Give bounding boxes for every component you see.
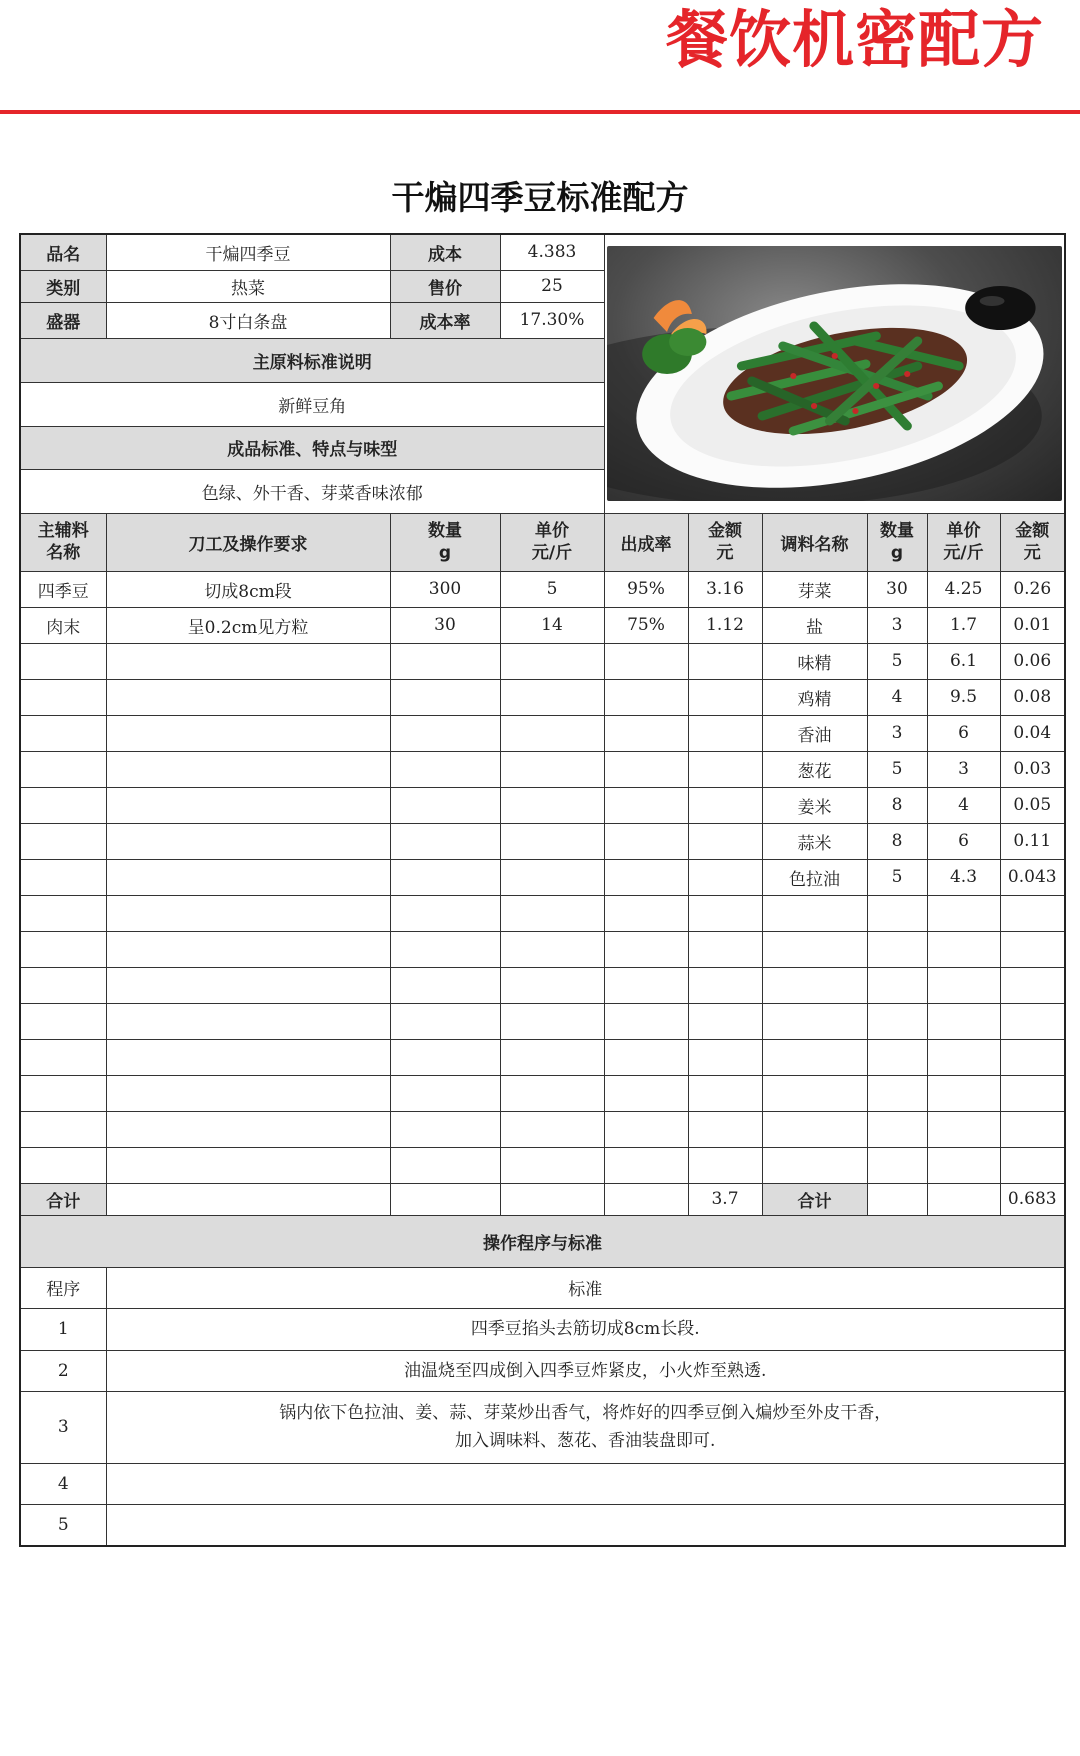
ingredient-s-qty [867,1147,927,1183]
ingredient-amount [688,931,762,967]
dish-photo-cell [604,234,1065,513]
ingredient-s-name: 味精 [762,643,867,679]
info-label: 成本 [390,234,500,270]
ingredient-s-name [762,967,867,1003]
ingredient-yield [604,715,688,751]
ingredient-s-name [762,1039,867,1075]
ingredient-amount [688,715,762,751]
ingredient-name: 四季豆 [20,571,106,607]
col-header-amount: 金额 元 [688,513,762,571]
ingredient-amount [688,895,762,931]
ingredient-row [20,1003,1065,1039]
ingredient-s-amount: 0.01 [1000,607,1065,643]
ingredient-amount [688,1111,762,1147]
ingredient-name [20,679,106,715]
ingredient-yield [604,751,688,787]
col-header-s-price: 单价 元/斤 [927,513,1000,571]
ingredient-price [500,679,604,715]
ingredient-price [500,931,604,967]
info-value: 4.383 [500,234,604,270]
ingredient-qty [390,931,500,967]
procedure-col-standard: 标准 [106,1267,1065,1308]
ingredient-yield [604,859,688,895]
ingredient-method: 切成8cm段 [106,571,390,607]
ingredient-s-price: 9.5 [927,679,1000,715]
ingredient-s-amount [1000,1039,1065,1075]
ingredient-s-amount [1000,895,1065,931]
ingredient-s-qty [867,1039,927,1075]
main-material-header: 主原料标准说明 [20,338,604,382]
ingredient-qty [390,1039,500,1075]
ingredient-row [20,895,1065,931]
procedure-col-step: 程序 [20,1267,106,1308]
ingredient-row [20,967,1065,1003]
total-empty [867,1183,927,1215]
ingredient-s-price [927,1039,1000,1075]
ingredient-s-name: 芽菜 [762,571,867,607]
ingredient-s-name: 鸡精 [762,679,867,715]
procedure-text: 四季豆掐头去筋切成8cm长段. [106,1308,1065,1350]
info-value: 17.30% [500,302,604,338]
ingredient-rows [20,571,1065,1183]
ingredient-s-price: 4 [927,787,1000,823]
ingredient-row [20,571,1065,607]
ingredient-s-name [762,1147,867,1183]
ingredient-price [500,643,604,679]
ingredient-yield: 95% [604,571,688,607]
ingredient-qty [390,751,500,787]
total-amount: 3.7 [688,1183,762,1215]
ingredient-s-name: 色拉油 [762,859,867,895]
ingredient-s-amount: 0.043 [1000,859,1065,895]
ingredient-yield [604,1075,688,1111]
ingredient-s-qty: 3 [867,715,927,751]
ingredient-method [106,787,390,823]
ingredient-s-qty: 3 [867,607,927,643]
ingredient-s-name: 葱花 [762,751,867,787]
ingredient-name [20,1111,106,1147]
info-value: 25 [500,270,604,302]
info-label: 盛器 [20,302,106,338]
ingredient-row [20,1147,1065,1183]
ingredient-name [20,643,106,679]
ingredient-yield [604,823,688,859]
procedure-row [20,1463,1065,1504]
ingredient-s-name [762,1111,867,1147]
ingredient-yield: 75% [604,607,688,643]
procedure-no: 2 [20,1350,106,1391]
ingredient-method [106,967,390,1003]
ingredient-amount [688,1003,762,1039]
ingredient-s-qty [867,895,927,931]
brand-logo: 餐饮机密配方 [665,3,1044,76]
main-material-value: 新鲜豆角 [20,382,604,426]
ingredient-s-amount: 0.06 [1000,643,1065,679]
info-label: 售价 [390,270,500,302]
ingredient-price [500,895,604,931]
total-empty [604,1183,688,1215]
ingredient-yield [604,787,688,823]
ingredient-name [20,751,106,787]
ingredient-method [106,823,390,859]
ingredient-s-price: 4.25 [927,571,1000,607]
procedure-text [106,1463,1065,1504]
ingredient-name [20,895,106,931]
ingredient-s-name: 蒜米 [762,823,867,859]
ingredient-row [20,787,1065,823]
ingredient-qty [390,1075,500,1111]
procedure-row [20,1504,1065,1546]
ingredient-price [500,1003,604,1039]
ingredient-name [20,1003,106,1039]
totals-and-procedure [20,1183,1065,1546]
ingredient-s-qty [867,967,927,1003]
ingredient-s-amount [1000,967,1065,1003]
ingredient-s-name [762,1003,867,1039]
ingredient-method [106,1111,390,1147]
procedure-no: 4 [20,1463,106,1504]
ingredient-s-amount: 0.11 [1000,823,1065,859]
procedure-header: 操作程序与标准 [20,1215,1065,1267]
info-label: 成本率 [390,302,500,338]
ingredient-method [106,931,390,967]
ingredient-method [106,643,390,679]
ingredient-s-price: 1.7 [927,607,1000,643]
ingredient-amount [688,787,762,823]
ingredient-s-price: 3 [927,751,1000,787]
info-value: 8寸白条盘 [106,302,390,338]
ingredient-s-name: 香油 [762,715,867,751]
ingredient-s-qty [867,1075,927,1111]
ingredient-row [20,751,1065,787]
finished-standard-header: 成品标准、特点与味型 [20,426,604,469]
ingredient-yield [604,643,688,679]
ingredient-method [106,1075,390,1111]
ingredient-s-price: 6 [927,715,1000,751]
ingredient-price [500,1147,604,1183]
ingredient-s-name [762,931,867,967]
col-header-price: 单价 元/斤 [500,513,604,571]
ingredient-s-name: 姜米 [762,787,867,823]
ingredient-s-qty: 8 [867,787,927,823]
procedure-text: 锅内依下色拉油、姜、蒜、芽菜炒出香气，将炸好的四季豆倒入煸炒至外皮干香， 加入调味料、葱花、香油装盘即可. [106,1391,1065,1463]
ingredient-s-price [927,1111,1000,1147]
ingredient-name [20,787,106,823]
ingredient-method: 呈0.2cm见方粒 [106,607,390,643]
ingredient-row [20,931,1065,967]
ingredient-s-amount: 0.08 [1000,679,1065,715]
procedure-col-row [20,1267,1065,1308]
dish-photo [607,246,1063,501]
ingredient-name [20,1075,106,1111]
ingredient-yield [604,1111,688,1147]
ingredient-s-qty: 5 [867,751,927,787]
ingredient-s-amount: 0.03 [1000,751,1065,787]
ingredient-qty [390,1147,500,1183]
ingredient-s-amount [1000,1003,1065,1039]
procedure-no: 1 [20,1308,106,1350]
ingredient-s-amount: 0.26 [1000,571,1065,607]
ingredient-s-amount [1000,931,1065,967]
total-empty [390,1183,500,1215]
ingredient-s-qty: 8 [867,823,927,859]
page-title: 干煸四季豆标准配方 [391,178,689,217]
recipe-table-body [20,234,1065,571]
ingredient-s-price [927,895,1000,931]
ingredient-yield [604,1039,688,1075]
procedure-no: 5 [20,1504,106,1546]
ingredient-price [500,823,604,859]
info-value: 干煸四季豆 [106,234,390,270]
ingredient-qty [390,715,500,751]
ingredient-s-price [927,967,1000,1003]
ingredient-amount [688,1147,762,1183]
procedure-text [106,1504,1065,1546]
ingredient-yield [604,1003,688,1039]
procedure-row [20,1308,1065,1350]
ingredient-method [106,1039,390,1075]
ingredient-s-qty: 5 [867,643,927,679]
ingredient-price [500,1075,604,1111]
seasoning-total-label: 合计 [762,1183,867,1215]
ingredient-s-name [762,1075,867,1111]
ingredient-amount: 3.16 [688,571,762,607]
procedure-no: 3 [20,1391,106,1463]
ingredient-qty [390,1003,500,1039]
total-empty [106,1183,390,1215]
ingredient-s-qty: 5 [867,859,927,895]
ingredient-qty [390,1111,500,1147]
ingredient-price [500,787,604,823]
col-header-seasoning: 调料名称 [762,513,867,571]
info-label: 类别 [20,270,106,302]
ingredient-s-amount [1000,1147,1065,1183]
info-label: 品名 [20,234,106,270]
ingredient-qty [390,823,500,859]
ingredient-s-name [762,895,867,931]
ingredient-method [106,859,390,895]
ingredient-price [500,967,604,1003]
col-header-method: 刀工及操作要求 [106,513,390,571]
total-empty [500,1183,604,1215]
ingredient-qty: 30 [390,607,500,643]
ingredient-s-amount [1000,1075,1065,1111]
ingredient-method [106,715,390,751]
ingredient-yield [604,1147,688,1183]
ingredient-row [20,1111,1065,1147]
procedure-text: 油温烧至四成倒入四季豆炸紧皮，小火炸至熟透. [106,1350,1065,1391]
ingredient-qty: 300 [390,571,500,607]
ingredient-name [20,859,106,895]
ingredient-price [500,1039,604,1075]
ingredient-price [500,859,604,895]
finished-standard-value: 色绿、外干香、芽菜香味浓郁 [20,469,604,513]
total-label: 合计 [20,1183,106,1215]
ingredient-row [20,823,1065,859]
ingredient-name [20,823,106,859]
ingredient-yield [604,895,688,931]
ingredient-qty [390,895,500,931]
ingredient-row [20,643,1065,679]
ingredient-method [106,751,390,787]
ingredient-header-row [20,513,1065,571]
ingredient-amount [688,967,762,1003]
ingredient-s-amount: 0.05 [1000,787,1065,823]
ingredient-row [20,1039,1065,1075]
ingredient-s-qty: 30 [867,571,927,607]
seasoning-total-amount: 0.683 [1000,1183,1065,1215]
ingredient-s-amount: 0.04 [1000,715,1065,751]
ingredient-price [500,1111,604,1147]
info-row [20,234,1065,270]
ingredient-amount [688,1039,762,1075]
ingredient-yield [604,679,688,715]
procedure-row [20,1350,1065,1391]
ingredient-price: 5 [500,571,604,607]
ingredient-price: 14 [500,607,604,643]
ingredient-row [20,607,1065,643]
ingredient-s-price: 6 [927,823,1000,859]
ingredient-s-price: 4.3 [927,859,1000,895]
ingredient-s-qty [867,1003,927,1039]
info-value: 热菜 [106,270,390,302]
ingredient-amount [688,823,762,859]
ingredient-method [106,1147,390,1183]
ingredient-method [106,679,390,715]
ingredient-yield [604,967,688,1003]
header-divider [0,110,1080,114]
ingredient-name [20,931,106,967]
ingredient-row [20,1075,1065,1111]
ingredient-s-price [927,931,1000,967]
ingredient-amount [688,679,762,715]
procedure-header-row [20,1215,1065,1267]
ingredient-amount [688,643,762,679]
ingredient-s-price [927,1075,1000,1111]
ingredient-row [20,715,1065,751]
col-header-s-qty: 数量 g [867,513,927,571]
ingredient-amount [688,751,762,787]
col-header-yield: 出成率 [604,513,688,571]
ingredient-name: 肉末 [20,607,106,643]
col-header-s-amount: 金额 元 [1000,513,1065,571]
ingredient-s-price [927,1003,1000,1039]
ingredient-amount [688,859,762,895]
ingredient-qty [390,859,500,895]
ingredient-s-amount [1000,1111,1065,1147]
total-empty [927,1183,1000,1215]
ingredient-s-qty: 4 [867,679,927,715]
ingredient-name [20,967,106,1003]
ingredient-method [106,895,390,931]
col-header-name: 主辅料 名称 [20,513,106,571]
ingredient-name [20,1039,106,1075]
ingredient-s-price: 6.1 [927,643,1000,679]
dish-illustration [607,246,1063,501]
ingredient-name [20,1147,106,1183]
ingredient-price [500,715,604,751]
ingredient-row [20,679,1065,715]
ingredient-amount [688,1075,762,1111]
ingredient-s-qty [867,931,927,967]
ingredient-s-price [927,1147,1000,1183]
ingredient-qty [390,787,500,823]
total-row [20,1183,1065,1215]
ingredient-qty [390,967,500,1003]
ingredient-price [500,751,604,787]
ingredient-qty [390,679,500,715]
ingredient-yield [604,931,688,967]
col-header-qty: 数量 g [390,513,500,571]
procedure-row [20,1391,1065,1463]
ingredient-row [20,859,1065,895]
ingredient-name [20,715,106,751]
ingredient-s-qty [867,1111,927,1147]
ingredient-s-name: 盐 [762,607,867,643]
ingredient-qty [390,643,500,679]
recipe-table [19,233,1066,1547]
ingredient-method [106,1003,390,1039]
ingredient-amount: 1.12 [688,607,762,643]
